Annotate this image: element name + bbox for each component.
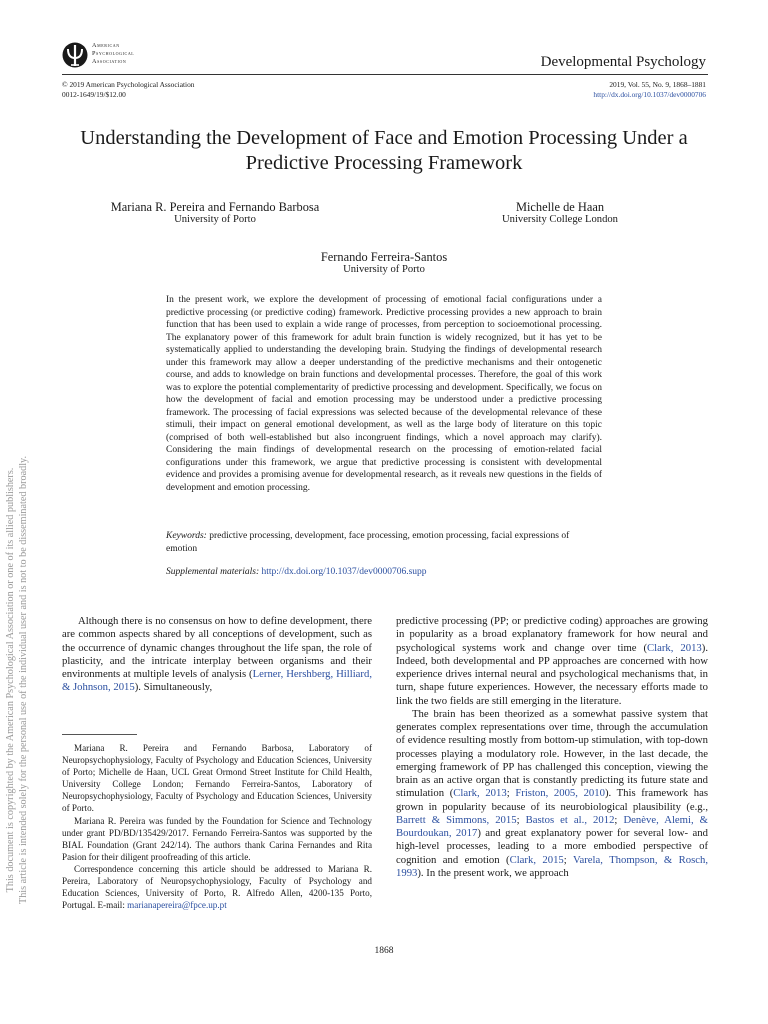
issn-line: 0012-1649/19/$12.00 <box>62 89 126 99</box>
apa-psi-icon <box>62 40 88 70</box>
title-line1: Understanding the Development of Face and Emotion Processing Under a <box>80 127 688 149</box>
body-text: Although there is no consensus on how to define development, there are common aspects shared by all conceptions of development, such as the occurrence of dynamic changes throughout the life span, the role of plasticity, and the intricate interplay between organisms and their environments at multiple levels of analysis ( <box>62 615 372 680</box>
keywords <box>166 530 602 555</box>
author-names: Mariana R. Pereira and Fernando Barbosa <box>110 200 320 214</box>
author-group-2 <box>470 201 650 226</box>
citation-link[interactable]: Barrett & Simmons, 2015 <box>396 813 517 826</box>
publisher-name-line3: Association <box>92 58 127 65</box>
supplemental-label: Supplemental materials: <box>166 567 260 577</box>
body-paragraph <box>396 615 708 708</box>
title-line2: Predictive Processing Framework <box>245 152 523 174</box>
email-link[interactable]: marianapereira@fpce.up.pt <box>127 900 227 911</box>
body-text: ). This framework has grown in popularity because of its neurobiological plausibility (e.g., <box>396 787 708 813</box>
footnote-text: Correspondence concerning this article should be addressed to Mariana R. Pereira, Laboratory of Neuropsychophysiology, Faculty of Psychology and Education Sciences, University of Porto, R. Alfredo Allen, 4200-135 Porto, Portugal. E-mail: <box>62 863 372 911</box>
author-names: Michelle de Haan <box>515 200 605 214</box>
footnote-funding: Mariana R. Pereira was funded by the Foundation for Science and Technology under grant PD/BD/135429/2017. Fernando Ferreira-Santos was supported by the BIAL Foundation (Grant 242/14). The authors thank Carina Fernandes and Rita Pasion for their diligent proofreading of this article. <box>62 815 372 862</box>
doi-link[interactable]: http://dx.doi.org/10.1037/dev0000706 <box>593 89 706 99</box>
citation-link[interactable]: Clark, 2013 <box>453 787 507 800</box>
body-paragraph <box>396 708 708 880</box>
citation-block <box>593 80 706 99</box>
author-affiliation: University College London <box>502 214 618 225</box>
body-text: predictive processing (PP; or predictive coding) approaches are growing in popularity as a broad explanatory framework for how neural and psychological systems work and change over time ( <box>396 615 708 654</box>
citation-separator: ; <box>563 853 573 866</box>
apa-logo <box>62 38 172 72</box>
author-affiliation: University of Porto <box>343 264 425 275</box>
footnote-rule <box>62 734 137 735</box>
article-title <box>40 126 728 176</box>
publisher-name-line2: Psychological <box>92 50 135 57</box>
keywords-label: Keywords: <box>166 531 207 541</box>
citation-link[interactable]: Varela, Thompson, & Rosch, 1993 <box>396 853 708 879</box>
citation-link[interactable]: Friston, 2005, 2010 <box>515 787 605 800</box>
header-rule <box>62 74 708 75</box>
copyright-block <box>62 80 194 99</box>
author-group-1 <box>80 201 350 226</box>
page-number: 1868 <box>374 946 394 956</box>
abstract: In the present work, we explore the development of processing of emotional facial configurations under a predictive processing (or predictive coding) framework. Predictive processing provides a new approach to brain function that has been used to explain a wide range of processes, from perception to socioemotional processing. The explanatory power of this framework for adult brain function is widely recognized, but it has yet to be systematically applied to understanding the developing brain. Studying the findings of developmental research under this framework may allow a deeper understanding of the predictive mechanisms and their ontogenetic course, and adds to knowledge on brain functions and developmental processes. Therefore, the goal of this work was to explore the potential complementarity of predictive processing and development. Specifically, we focus on how the development of facial and emotion processing may be understood under a predictive processing framework. The processing of facial expressions was selected because of the developmental relevance of these stimuli, their impact on general emotional development, as well as the large body of literature on this topic (comprised of both well-established but also incongruent findings, which a novel approach may clarify). Considering the main findings of developmental research on the processing of emotion-related facial configurations under this framework, we argue that predictive processing is consistent with developmental evidence and provides a promising avenue for developmental research, as it reveals new questions in the fields of development and emotion processing. <box>166 295 602 493</box>
supplemental-link[interactable]: http://dx.doi.org/10.1037/dev0000706.supp <box>261 567 427 577</box>
citation-link[interactable]: Clark, 2013 <box>647 641 702 654</box>
citation-link[interactable]: Lerner, Hershberg, Hilliard, & Johnson, 2015 <box>62 668 372 694</box>
body-column-right <box>396 615 708 880</box>
citation-separator: ; <box>614 813 624 826</box>
citation-link[interactable]: Clark, 2015 <box>509 853 564 866</box>
publisher-name-line1: American <box>92 42 120 49</box>
copyright-watermark <box>4 360 30 1000</box>
citation-link[interactable]: Bastos et al., 2012 <box>525 813 615 826</box>
watermark-line2: This article is intended solely for the personal use of the individual user and is not to be disseminated broadly. <box>18 455 29 905</box>
keywords-text: predictive processing, development, face processing, emotion processing, facial expressions of emotion <box>166 531 570 554</box>
body-text: The brain has been theorized as a somewhat passive system that generates complex representations over time, through the accumulation of evidence resulting mostly from bottom-up stimulation, with top-down processes playing a modulatory role. However, in the last decade, the emerging framework of PP has challenged this conception, viewing the brain as an active organ that is constantly predicting its future state and stimulation ( <box>396 707 708 800</box>
journal-name: Developmental Psychology <box>540 54 706 70</box>
watermark-line1: This document is copyrighted by the American Psychological Association or one of its allied publishers. <box>5 467 16 893</box>
footnotes <box>62 742 372 911</box>
body-text: ). In the present work, we approach <box>417 866 569 879</box>
body-text: ) and great explanatory power for several low- and high-level processes, leading to a more embodied perspective of cognition and emotion ( <box>396 827 708 866</box>
citation-link[interactable]: Denève, Alemi, & Bourdoukan, 2017 <box>396 813 708 839</box>
body-paragraph-left <box>62 615 372 695</box>
footnote-affiliations: Mariana R. Pereira and Fernando Barbosa, Laboratory of Neuropsychophysiology, Faculty of Psychology and Education Sciences, University of Porto; Michelle de Haan, UCL Great Ormond Street Institute for Child Health, University College London; Fernando Ferreira-Santos, Laboratory of Neuropsychophysiology, Faculty of Psychology and Education Sciences, University of Porto. <box>62 743 372 814</box>
body-text: ). Indeed, both developmental and PP approaches are concerned with how experience drives internal neural and psychological mechanisms that, in turn, shape future experiences. However, the necessary efforts made to link the two fields are still emerging in the literature. <box>396 641 708 707</box>
supplemental-materials <box>166 566 602 579</box>
volume-line: 2019, Vol. 55, No. 9, 1868–1881 <box>609 80 706 89</box>
author-names: Fernando Ferreira-Santos <box>320 250 448 264</box>
citation-separator: ; <box>506 787 516 800</box>
footnote-correspondence <box>62 863 372 911</box>
author-group-3 <box>284 251 484 276</box>
copyright-line: © 2019 American Psychological Association <box>62 80 195 89</box>
body-text: ). Simultaneously, <box>134 681 213 694</box>
citation-separator: ; <box>516 813 526 826</box>
author-affiliation: University of Porto <box>174 214 256 225</box>
